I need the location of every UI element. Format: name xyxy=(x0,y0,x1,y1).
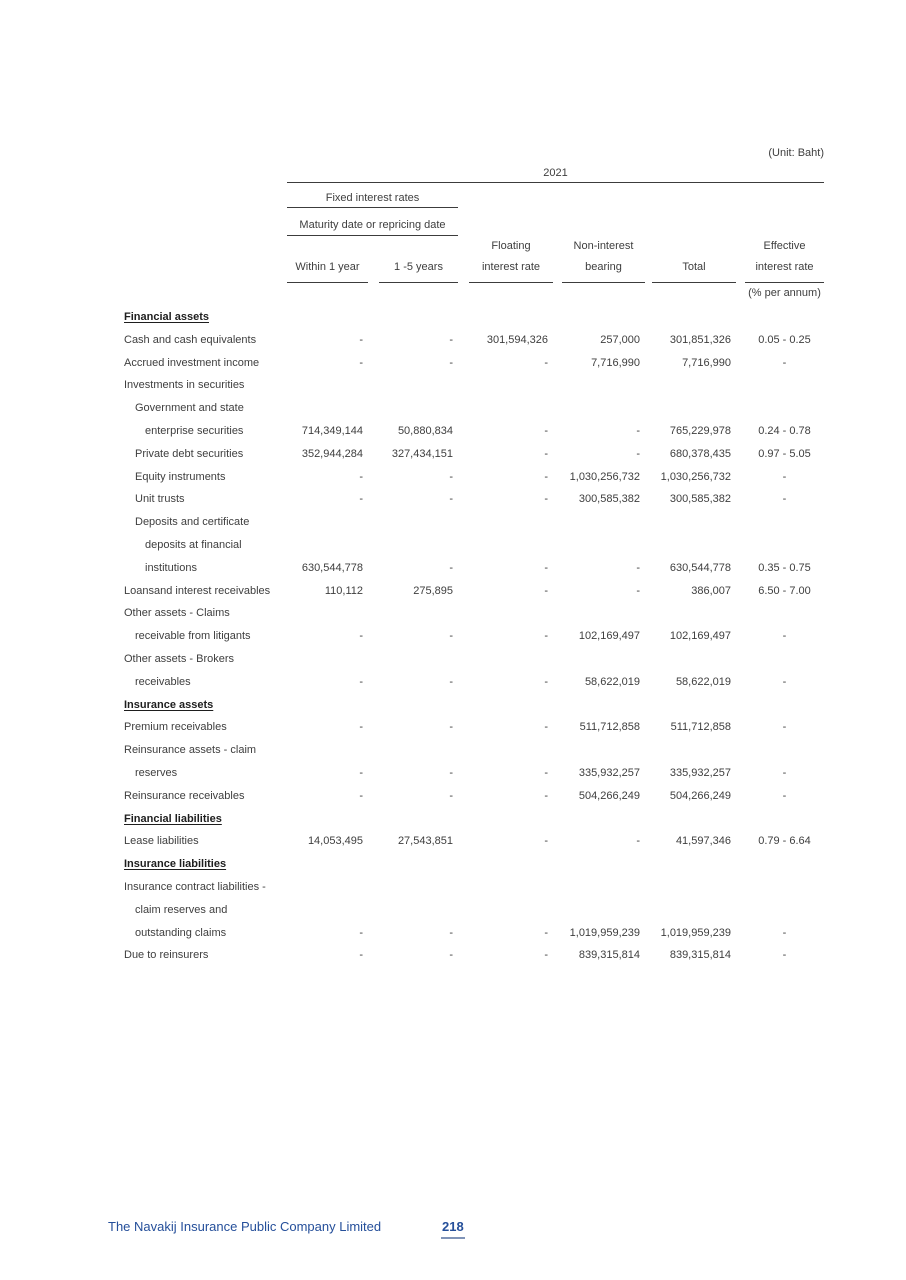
cell-floating-interest-rate xyxy=(469,648,553,671)
cell-total: 300,585,382 xyxy=(669,493,731,506)
cell-within-1-year: - xyxy=(359,493,363,506)
cell-within-1-year xyxy=(287,374,368,397)
row-label: Financial assets xyxy=(124,311,209,323)
cell-floating-interest-rate: - xyxy=(544,789,548,802)
cell-floating-interest-rate xyxy=(469,511,553,534)
table-row xyxy=(124,557,824,580)
cell-effective-interest-rate: 0.97 - 5.05 xyxy=(758,447,811,460)
cell-total: 58,622,019 xyxy=(675,675,731,688)
cell-non-interest-bearing xyxy=(562,511,645,534)
cell-1-5-years: - xyxy=(449,493,453,506)
cell-effective-interest-rate xyxy=(745,374,824,397)
row-label: claim reserves and xyxy=(135,903,228,916)
table-row xyxy=(124,739,824,762)
cell-effective-interest-rate xyxy=(745,739,824,762)
cell-floating-interest-rate xyxy=(469,853,553,876)
cell-1-5-years: - xyxy=(449,766,453,779)
cell-non-interest-bearing xyxy=(562,899,645,922)
cell-1-5-years: 327,434,151 xyxy=(391,447,453,460)
cell-floating-interest-rate: - xyxy=(544,584,548,597)
cell-within-1-year xyxy=(287,899,368,922)
cell-total xyxy=(652,899,736,922)
cell-effective-interest-rate: - xyxy=(782,470,787,483)
cell-1-5-years: 275,895 xyxy=(413,584,453,597)
col-header-total: Total xyxy=(652,236,736,283)
cell-effective-interest-rate xyxy=(745,306,824,329)
table-row xyxy=(124,534,824,557)
cell-1-5-years: - xyxy=(449,949,453,962)
cell-within-1-year: 14,053,495 xyxy=(307,835,363,848)
cell-within-1-year: - xyxy=(359,356,363,369)
cell-within-1-year: - xyxy=(359,949,363,962)
cell-1-5-years: - xyxy=(449,470,453,483)
cell-effective-interest-rate: - xyxy=(782,766,787,779)
cell-floating-interest-rate: - xyxy=(544,447,548,460)
cell-total: 680,378,435 xyxy=(669,447,731,460)
table-row xyxy=(124,944,824,967)
cell-effective-interest-rate xyxy=(745,899,824,922)
cell-1-5-years xyxy=(379,397,458,420)
row-label: Other assets - Brokers xyxy=(124,652,235,665)
row-label: Insurance contract liabilities - xyxy=(124,880,266,893)
cell-effective-interest-rate: 6.50 - 7.00 xyxy=(758,584,811,597)
col-header-non-interest-bearing: Non-interest bearing xyxy=(562,236,645,283)
cell-total xyxy=(652,374,736,397)
unit-note: (Unit: Baht) xyxy=(768,147,824,159)
cell-total: 511,712,858 xyxy=(670,721,731,734)
cell-effective-interest-rate: 0.24 - 0.78 xyxy=(758,424,811,437)
cell-floating-interest-rate: - xyxy=(544,926,548,939)
cell-effective-interest-rate: 0.35 - 0.75 xyxy=(758,561,811,574)
cell-within-1-year xyxy=(287,694,368,717)
cell-total: 335,932,257 xyxy=(669,766,731,779)
cell-1-5-years xyxy=(379,534,458,557)
cell-within-1-year: - xyxy=(359,926,363,939)
row-label: Insurance liabilities xyxy=(124,858,227,871)
table-row xyxy=(124,762,824,785)
row-label: Investments in securities xyxy=(124,379,245,392)
cell-total: 765,229,978 xyxy=(669,424,731,437)
cell-1-5-years: - xyxy=(449,675,453,688)
row-label: Insurance assets xyxy=(124,698,214,711)
cell-1-5-years: 27,543,851 xyxy=(397,835,453,848)
cell-non-interest-bearing: - xyxy=(636,835,640,848)
cell-effective-interest-rate xyxy=(745,397,824,420)
cell-effective-interest-rate xyxy=(745,853,824,876)
footer-page-number: 218 xyxy=(441,1219,465,1239)
row-label: Financial liabilities xyxy=(124,812,222,825)
table-row xyxy=(124,671,824,694)
cell-within-1-year xyxy=(287,511,368,534)
cell-within-1-year xyxy=(287,853,368,876)
cell-non-interest-bearing xyxy=(562,739,645,762)
cell-total xyxy=(652,739,736,762)
table-row xyxy=(124,488,824,511)
cell-1-5-years: - xyxy=(449,333,453,346)
cell-within-1-year: - xyxy=(359,789,363,802)
cell-within-1-year: - xyxy=(359,766,363,779)
table-row xyxy=(124,716,824,739)
cell-total xyxy=(652,397,736,420)
table-row xyxy=(124,420,824,443)
cell-total: 386,007 xyxy=(691,584,731,597)
table-row xyxy=(124,899,824,922)
cell-floating-interest-rate: - xyxy=(544,675,548,688)
interest-rate-table xyxy=(124,146,824,967)
row-label: Lease liabilities xyxy=(124,835,199,848)
cell-effective-interest-rate: - xyxy=(782,949,787,962)
cell-effective-interest-rate xyxy=(745,648,824,671)
cell-floating-interest-rate: - xyxy=(544,424,548,437)
cell-total: 102,169,497 xyxy=(669,630,731,643)
table-body xyxy=(124,306,824,967)
cell-non-interest-bearing: 335,932,257 xyxy=(578,766,640,779)
cell-within-1-year: 630,544,778 xyxy=(301,561,363,574)
column-header-row xyxy=(124,236,824,283)
cell-non-interest-bearing xyxy=(562,808,645,831)
table-row xyxy=(124,443,824,466)
cell-non-interest-bearing: - xyxy=(636,447,640,460)
row-label: Unit trusts xyxy=(135,493,185,506)
cell-within-1-year xyxy=(287,648,368,671)
cell-non-interest-bearing: 1,030,256,732 xyxy=(569,470,640,483)
cell-non-interest-bearing: 1,019,959,239 xyxy=(569,926,640,939)
row-label: deposits at financial xyxy=(145,538,242,551)
cell-non-interest-bearing xyxy=(562,306,645,329)
cell-floating-interest-rate: - xyxy=(544,766,548,779)
cell-non-interest-bearing xyxy=(562,374,645,397)
cell-effective-interest-rate: - xyxy=(782,789,787,802)
cell-non-interest-bearing xyxy=(562,534,645,557)
cell-non-interest-bearing: 58,622,019 xyxy=(584,675,640,688)
group-header-fixed-interest-rates: Fixed interest rates xyxy=(287,183,458,208)
cell-effective-interest-rate: - xyxy=(782,630,787,643)
per-annum-note-row xyxy=(124,283,824,306)
row-label: receivables xyxy=(135,675,191,688)
cell-non-interest-bearing: 839,315,814 xyxy=(578,949,640,962)
table-row xyxy=(124,785,824,808)
cell-1-5-years xyxy=(379,739,458,762)
year-header: 2021 xyxy=(287,166,824,183)
cell-effective-interest-rate xyxy=(745,534,824,557)
table-row xyxy=(124,853,824,876)
cell-total xyxy=(652,306,736,329)
table-row xyxy=(124,602,824,625)
cell-non-interest-bearing: - xyxy=(636,584,640,597)
cell-within-1-year: - xyxy=(359,721,363,734)
cell-floating-interest-rate: - xyxy=(544,630,548,643)
table-row xyxy=(124,466,824,489)
cell-total xyxy=(652,876,736,899)
cell-1-5-years xyxy=(379,511,458,534)
cell-floating-interest-rate xyxy=(469,397,553,420)
cell-total xyxy=(652,534,736,557)
cell-non-interest-bearing xyxy=(562,602,645,625)
cell-total xyxy=(652,602,736,625)
cell-total xyxy=(652,808,736,831)
cell-total: 504,266,249 xyxy=(669,789,731,802)
cell-1-5-years: 50,880,834 xyxy=(397,424,453,437)
cell-total: 1,019,959,239 xyxy=(660,926,731,939)
cell-floating-interest-rate xyxy=(469,374,553,397)
cell-total: 41,597,346 xyxy=(675,835,731,848)
col-header-floating-interest-rate: Floating interest rate xyxy=(469,236,553,283)
cell-1-5-years: - xyxy=(449,926,453,939)
cell-1-5-years: - xyxy=(449,356,453,369)
cell-effective-interest-rate: 0.79 - 6.64 xyxy=(758,835,811,848)
table-row xyxy=(124,306,824,329)
table-row xyxy=(124,511,824,534)
cell-floating-interest-rate xyxy=(469,899,553,922)
cell-effective-interest-rate: - xyxy=(782,675,787,688)
cell-effective-interest-rate xyxy=(745,808,824,831)
cell-1-5-years xyxy=(379,648,458,671)
cell-floating-interest-rate xyxy=(469,602,553,625)
row-label: Reinsurance receivables xyxy=(124,789,245,802)
col-header-within-1-year: Within 1 year xyxy=(287,236,368,283)
cell-total xyxy=(652,511,736,534)
col-header-effective-interest-rate: Effective interest rate xyxy=(745,236,824,283)
cell-effective-interest-rate xyxy=(745,511,824,534)
cell-within-1-year: 110,112 xyxy=(324,584,363,597)
row-label: Due to reinsurers xyxy=(124,949,209,962)
table-row xyxy=(124,694,824,717)
cell-1-5-years xyxy=(379,374,458,397)
table-row xyxy=(124,374,824,397)
table-row xyxy=(124,352,824,375)
per-annum-note: (% per annum) xyxy=(748,287,821,299)
cell-floating-interest-rate: - xyxy=(544,949,548,962)
cell-non-interest-bearing xyxy=(562,694,645,717)
cell-non-interest-bearing xyxy=(562,648,645,671)
cell-floating-interest-rate: - xyxy=(544,561,548,574)
cell-within-1-year: - xyxy=(359,675,363,688)
cell-total: 301,851,326 xyxy=(669,333,731,346)
cell-within-1-year xyxy=(287,397,368,420)
row-label: Reinsurance assets - claim xyxy=(124,744,257,757)
footer-company-name: The Navakij Insurance Public Company Limited xyxy=(108,1219,382,1234)
cell-non-interest-bearing: 511,712,858 xyxy=(579,721,640,734)
cell-non-interest-bearing: 257,000 xyxy=(600,333,640,346)
cell-effective-interest-rate: - xyxy=(782,493,787,506)
cell-floating-interest-rate xyxy=(469,876,553,899)
cell-floating-interest-rate xyxy=(469,739,553,762)
table-row xyxy=(124,922,824,945)
cell-floating-interest-rate: - xyxy=(544,721,548,734)
cell-total: 630,544,778 xyxy=(669,561,731,574)
row-label: reserves xyxy=(135,766,178,779)
cell-floating-interest-rate xyxy=(469,306,553,329)
cell-floating-interest-rate: - xyxy=(544,356,548,369)
cell-non-interest-bearing xyxy=(562,397,645,420)
row-label: Other assets - Claims xyxy=(124,607,230,620)
cell-non-interest-bearing: 504,266,249 xyxy=(578,789,640,802)
row-label: outstanding claims xyxy=(135,926,227,939)
row-label: Private debt securities xyxy=(135,447,244,460)
cell-non-interest-bearing xyxy=(562,853,645,876)
table-row xyxy=(124,808,824,831)
cell-within-1-year: - xyxy=(359,630,363,643)
cell-total xyxy=(652,648,736,671)
cell-within-1-year xyxy=(287,602,368,625)
table-row xyxy=(124,397,824,420)
cell-1-5-years: - xyxy=(449,721,453,734)
cell-non-interest-bearing: - xyxy=(636,424,640,437)
cell-1-5-years xyxy=(379,876,458,899)
cell-within-1-year xyxy=(287,808,368,831)
cell-total: 839,315,814 xyxy=(669,949,731,962)
cell-effective-interest-rate xyxy=(745,876,824,899)
cell-non-interest-bearing: - xyxy=(636,561,640,574)
cell-floating-interest-rate: - xyxy=(544,493,548,506)
cell-floating-interest-rate xyxy=(469,808,553,831)
cell-1-5-years: - xyxy=(449,561,453,574)
cell-1-5-years xyxy=(379,306,458,329)
cell-within-1-year xyxy=(287,534,368,557)
cell-non-interest-bearing: 300,585,382 xyxy=(578,493,640,506)
cell-within-1-year: 714,349,144 xyxy=(301,424,363,437)
row-label: receivable from litigants xyxy=(135,630,251,643)
row-label: Premium receivables xyxy=(124,721,227,734)
cell-total: 7,716,990 xyxy=(682,356,731,369)
table-row xyxy=(124,625,824,648)
table-row xyxy=(124,830,824,853)
cell-1-5-years xyxy=(379,899,458,922)
cell-effective-interest-rate: 0.05 - 0.25 xyxy=(758,333,811,346)
row-label: enterprise securities xyxy=(145,424,244,437)
cell-effective-interest-rate: - xyxy=(782,721,787,734)
cell-non-interest-bearing xyxy=(562,876,645,899)
row-label: Government and state xyxy=(135,402,244,415)
cell-floating-interest-rate xyxy=(469,694,553,717)
cell-non-interest-bearing: 102,169,497 xyxy=(578,630,640,643)
group-header-maturity-date: Maturity date or repricing date xyxy=(287,208,458,236)
cell-within-1-year: - xyxy=(359,333,363,346)
row-label: Accrued investment income xyxy=(124,356,260,369)
cell-total: 1,030,256,732 xyxy=(660,470,731,483)
cell-1-5-years xyxy=(379,602,458,625)
cell-within-1-year xyxy=(287,876,368,899)
cell-total xyxy=(652,694,736,717)
cell-1-5-years xyxy=(379,853,458,876)
table-row xyxy=(124,876,824,899)
table-row xyxy=(124,329,824,352)
cell-effective-interest-rate: - xyxy=(782,356,787,369)
cell-effective-interest-rate: - xyxy=(782,926,787,939)
cell-within-1-year: 352,944,284 xyxy=(301,447,363,460)
cell-1-5-years: - xyxy=(449,630,453,643)
cell-1-5-years xyxy=(379,808,458,831)
cell-non-interest-bearing: 7,716,990 xyxy=(591,356,640,369)
row-label: Cash and cash equivalents xyxy=(124,333,257,346)
row-label: Deposits and certificate xyxy=(135,516,250,529)
cell-floating-interest-rate: 301,594,326 xyxy=(486,333,548,346)
cell-within-1-year: - xyxy=(359,470,363,483)
table-row xyxy=(124,580,824,603)
cell-within-1-year xyxy=(287,739,368,762)
cell-effective-interest-rate xyxy=(745,602,824,625)
row-label: Equity instruments xyxy=(135,470,226,483)
cell-1-5-years xyxy=(379,694,458,717)
cell-floating-interest-rate: - xyxy=(544,835,548,848)
cell-floating-interest-rate xyxy=(469,534,553,557)
row-label: institutions xyxy=(145,561,197,574)
cell-within-1-year xyxy=(287,306,368,329)
col-header-1-5-years: 1 -5 years xyxy=(379,236,458,283)
cell-total xyxy=(652,853,736,876)
cell-1-5-years: - xyxy=(449,789,453,802)
cell-floating-interest-rate: - xyxy=(544,470,548,483)
cell-effective-interest-rate xyxy=(745,694,824,717)
row-label: Loansand interest receivables xyxy=(124,584,271,597)
table-row xyxy=(124,648,824,671)
